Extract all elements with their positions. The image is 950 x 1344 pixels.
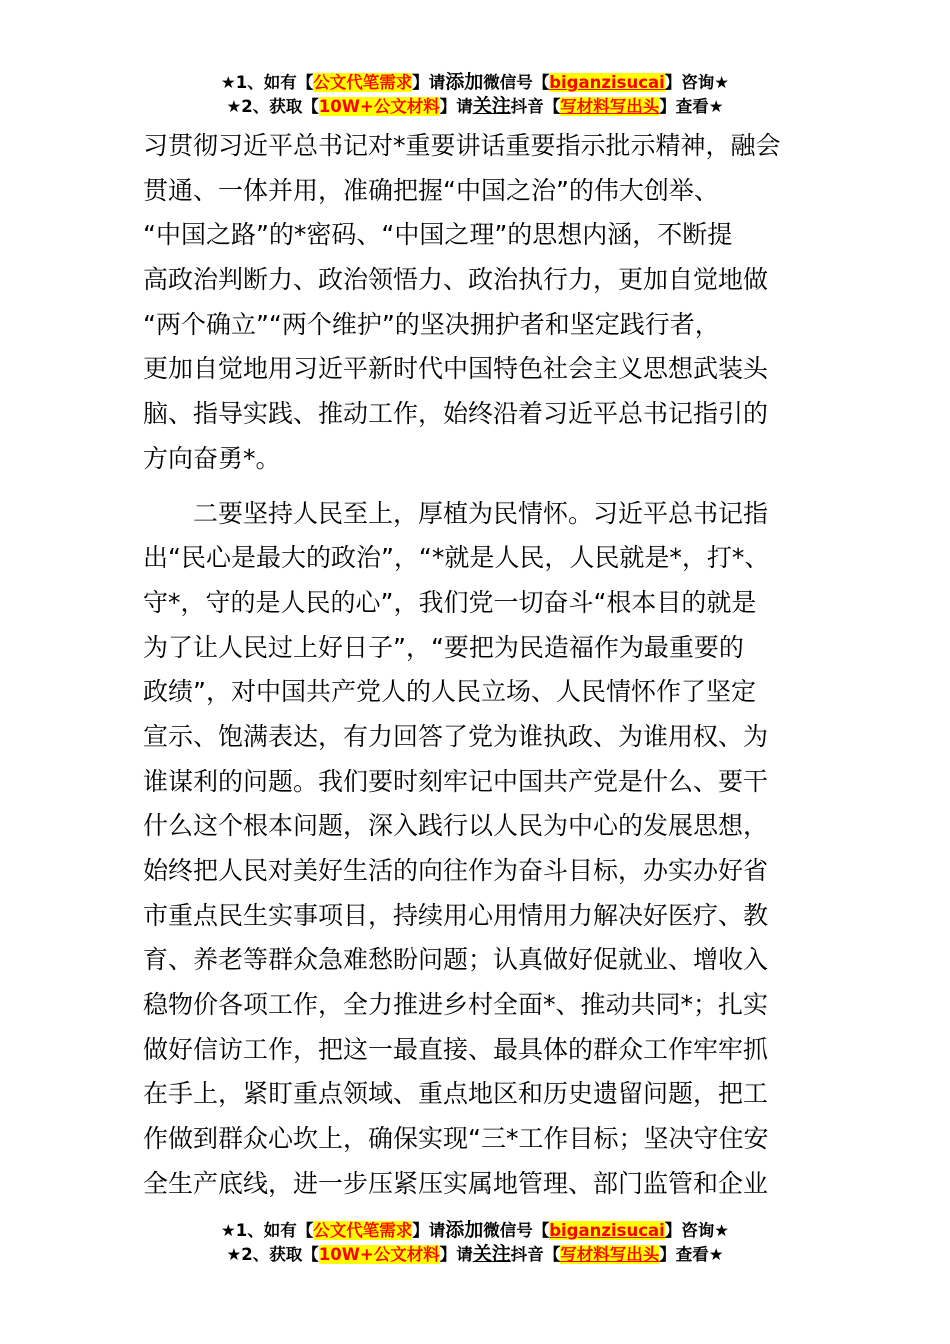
footer-line2-suffix: 】查看★ xyxy=(659,1245,724,1264)
footer-line2-prefix: ★2、获取【 xyxy=(226,1245,319,1264)
footer-line1-emphasis: 添加 xyxy=(445,1219,484,1241)
header-line1-highlight-service: 公文代笔需求 xyxy=(313,73,413,92)
header-line2-mid2: 抖音【 xyxy=(510,97,561,116)
paragraph-2-line: 二要坚持人民至上，厚植为民情怀。习近平总书记指 xyxy=(193,498,769,528)
header-line1-suffix: 】咨询★ xyxy=(664,73,730,92)
header-line1-prefix: ★1、如有【 xyxy=(220,73,314,92)
footer-line1-wechat-id: biganzisucai xyxy=(549,1221,665,1240)
paragraph-2-line: 守*，守的是人民的心”，我们党一切奋斗“根本目的就是 xyxy=(143,587,757,617)
header-line1-emphasis: 添加 xyxy=(445,71,484,93)
header-line1-mid2: 微信号【 xyxy=(483,73,550,92)
header-line2-douyin-id: 写材料写出头 xyxy=(560,97,660,116)
footer-line2-emphasis: 关注 xyxy=(472,1243,511,1265)
footer-line2-mid2: 抖音【 xyxy=(510,1245,561,1264)
paragraph-2-line: 育、养老等群众急难愁盼问题；认真做好促就业、增收入 xyxy=(143,945,769,975)
paragraph-2-line: 做好信访工作，把这一最直接、最具体的群众工作牢牢抓 xyxy=(143,1034,769,1064)
paragraph-2-line: 什么这个根本问题，深入践行以人民为中心的发展思想， xyxy=(143,811,769,841)
paragraph-2-line: 始终把人民对美好生活的向往作为奋斗目标，办实办好省 xyxy=(143,856,769,885)
footer-line1-highlight-service: 公文代笔需求 xyxy=(313,1221,413,1240)
paragraph-2-line: 全生产底线，进一步压紧压实属地管理、部门监管和企业 xyxy=(143,1168,769,1198)
footer-line1-suffix: 】咨询★ xyxy=(664,1221,730,1240)
footer-line1-mid1: 】请 xyxy=(412,1221,446,1240)
paragraph-2-line: 宣示、饱满表达，有力回答了党为谁执政、为谁用权、为 xyxy=(143,721,769,751)
paragraph-1-line: “两个确立”“两个维护”的坚决拥护者和坚定践行者， xyxy=(143,309,720,339)
paragraph-1-line: “中国之路”的*密码、“中国之理”的思想内涵，不断提 xyxy=(143,220,733,250)
paragraph-1 xyxy=(143,124,809,482)
paragraph-1-line: 脑、指导实践、推动工作，始终沿着习近平总书记指引的 xyxy=(143,399,769,429)
paragraph-2-line: 稳物价各项工作，全力推进乡村全面*、推动共同*；扎实 xyxy=(143,990,769,1020)
document-body xyxy=(143,124,809,1207)
paragraph-1-line: 方向奋勇*。 xyxy=(143,443,281,473)
footer-line1-mid2: 微信号【 xyxy=(483,1221,550,1240)
footer-line-2 xyxy=(0,1242,950,1266)
paragraph-2-line: 政绩”，对中国共产党人的人民立场、人民情怀作了坚定 xyxy=(143,677,756,707)
header-line-1 xyxy=(0,70,950,94)
footer-banner xyxy=(0,1218,950,1266)
paragraph-2-line: 为了让人民过上好日子”，“要把为民造福作为最重要的 xyxy=(143,632,744,662)
paragraph-1-line: 贯通、一体并用，准确把握“中国之治”的伟大创举、 xyxy=(143,175,719,205)
footer-line2-douyin-id: 写材料写出头 xyxy=(560,1245,660,1264)
header-line2-highlight-materials: 10W+公文材料 xyxy=(318,97,440,116)
footer-line-1 xyxy=(0,1218,950,1242)
paragraph-1-line: 习贯彻习近平总书记对*重要讲话重要指示批示精神，融会 xyxy=(143,131,781,160)
header-line2-mid1: 】请 xyxy=(439,97,473,116)
header-line1-wechat-id: biganzisucai xyxy=(549,73,665,92)
footer-line2-mid1: 】请 xyxy=(439,1245,473,1264)
header-line-2 xyxy=(0,94,950,118)
paragraph-gap xyxy=(143,482,809,492)
paragraph-2-line: 市重点民生实事项目，持续用心用情用力解决好医疗、教 xyxy=(143,900,769,930)
paragraph-2 xyxy=(143,492,809,1207)
footer-line1-prefix: ★1、如有【 xyxy=(220,1221,314,1240)
paragraph-2-line: 在手上，紧盯重点领域、重点地区和历史遗留问题，把工 xyxy=(143,1079,769,1109)
footer-line2-highlight-materials: 10W+公文材料 xyxy=(318,1245,440,1264)
header-line2-suffix: 】查看★ xyxy=(659,97,724,116)
header-banner xyxy=(0,70,950,118)
header-line2-prefix: ★2、获取【 xyxy=(226,97,319,116)
paragraph-2-line: 谁谋利的问题。我们要时刻牢记中国共产党是什么、要干 xyxy=(143,766,769,796)
header-line2-emphasis: 关注 xyxy=(472,95,511,117)
paragraph-1-line: 更加自觉地用习近平新时代中国特色社会主义思想武装头 xyxy=(143,354,769,384)
paragraph-2-line: 出“民心是最大的政治”，“*就是人民，人民就是*，打*、 xyxy=(143,543,770,573)
paragraph-1-line: 高政治判断力、政治领悟力、政治执行力，更加自觉地做 xyxy=(143,265,769,295)
header-line1-mid1: 】请 xyxy=(412,73,446,92)
paragraph-2-line: 作做到群众心坎上，确保实现“三*工作目标；坚决守住安 xyxy=(143,1124,769,1154)
